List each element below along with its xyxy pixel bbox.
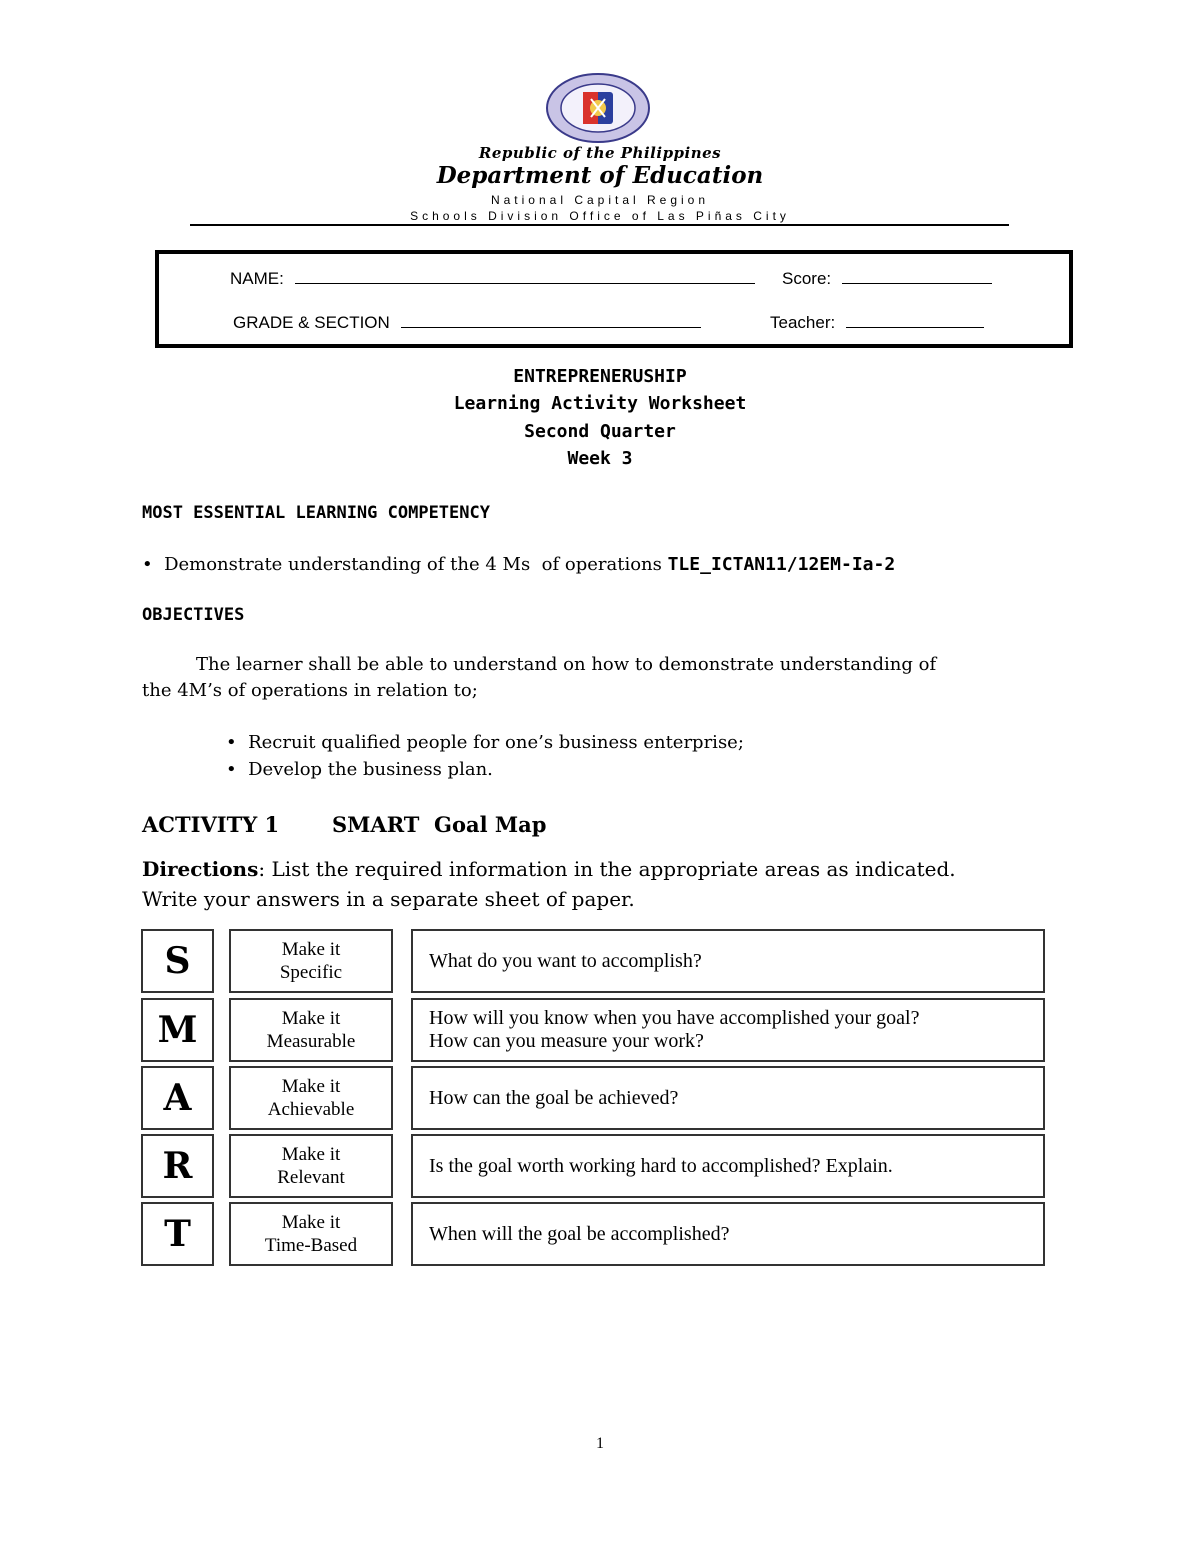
- activity-number: ACTIVITY 1: [142, 812, 280, 837]
- objectives-intro-line1: The learner shall be able to understand on how to demonstrate understanding of: [196, 654, 937, 675]
- smart-letter-cell: A: [141, 1066, 214, 1130]
- objective-item: • Recruit qualified people for one’s business enterprise;: [226, 732, 744, 753]
- objectives-heading: OBJECTIVES: [142, 605, 245, 625]
- directions-label: Directions: [142, 857, 259, 881]
- smart-question-cell: Is the goal worth working hard to accomplished? Explain.: [411, 1134, 1045, 1198]
- worksheet-title: Learning Activity Worksheet: [453, 393, 747, 414]
- competency-text: Demonstrate understanding of the 4 Ms of operations: [164, 554, 668, 575]
- smart-label-cell: Make it Specific: [229, 929, 393, 993]
- score-field-row: [782, 266, 992, 289]
- subject-title: ENTREPRENERUSHIP: [513, 366, 687, 387]
- directions-line2: Write your answers in a separate sheet of paper.: [142, 887, 635, 911]
- smart-letter-cell: S: [141, 929, 214, 993]
- republic-of-the-philippines-text: Republic of the Philippines: [478, 144, 722, 162]
- page-number: 1: [596, 1435, 604, 1452]
- competency-item: [142, 554, 895, 575]
- teacher-label: Teacher:: [770, 313, 836, 332]
- smart-question-cell: What do you want to accomplish?: [411, 929, 1045, 993]
- name-field-row: [230, 266, 755, 289]
- directions-line1: [142, 857, 956, 881]
- smart-question-cell: How will you know when you have accomplished your goal? How can you measure your work?: [411, 998, 1045, 1062]
- bullet-icon: •: [142, 554, 165, 575]
- grade-section-blank[interactable]: [401, 310, 701, 328]
- smart-label-cell: Make it Relevant: [229, 1134, 393, 1198]
- region-text: National Capital Region: [490, 193, 710, 207]
- objectives-intro-line2: the 4M’s of operations in relation to;: [142, 680, 478, 701]
- smart-question-cell: How can the goal be achieved?: [411, 1066, 1045, 1130]
- grade-section-field-row: [233, 310, 701, 333]
- score-blank[interactable]: [842, 266, 992, 284]
- week-title: Week 3: [567, 448, 633, 469]
- deped-seal-logo: [545, 73, 651, 143]
- grade-section-label: GRADE & SECTION: [233, 313, 390, 332]
- smart-label-cell: Make it Achievable: [229, 1066, 393, 1130]
- teacher-field-row: [770, 310, 984, 333]
- bullet-icon: •: [226, 732, 249, 753]
- objective-item: • Develop the business plan.: [226, 759, 493, 780]
- department-of-education-title: Department of Education: [436, 162, 764, 189]
- smart-letter-cell: T: [141, 1202, 214, 1266]
- smart-letter-cell: M: [141, 998, 214, 1062]
- student-info-box: [155, 250, 1073, 348]
- smart-letter-cell: R: [141, 1134, 214, 1198]
- directions-text: : List the required information in the appropriate areas as indicated.: [258, 857, 956, 881]
- smart-label-cell: Make it Time-Based: [229, 1202, 393, 1266]
- activity-title: SMART Goal Map: [332, 812, 547, 837]
- score-label: Score:: [782, 269, 832, 288]
- competency-code: TLE_ICTAN11/12EM-Ia-2: [667, 554, 896, 575]
- bullet-icon: •: [226, 759, 249, 780]
- competency-heading: MOST ESSENTIAL LEARNING COMPETENCY: [142, 503, 490, 523]
- name-label: NAME:: [230, 269, 284, 288]
- name-blank[interactable]: [295, 266, 755, 284]
- quarter-title: Second Quarter: [524, 421, 676, 442]
- smart-label-cell: Make it Measurable: [229, 998, 393, 1062]
- smart-question-cell: When will the goal be accomplished?: [411, 1202, 1045, 1266]
- division-office-text: Schools Division Office of Las Piñas City: [410, 209, 790, 223]
- teacher-blank[interactable]: [846, 310, 984, 328]
- header-divider: [190, 224, 1009, 226]
